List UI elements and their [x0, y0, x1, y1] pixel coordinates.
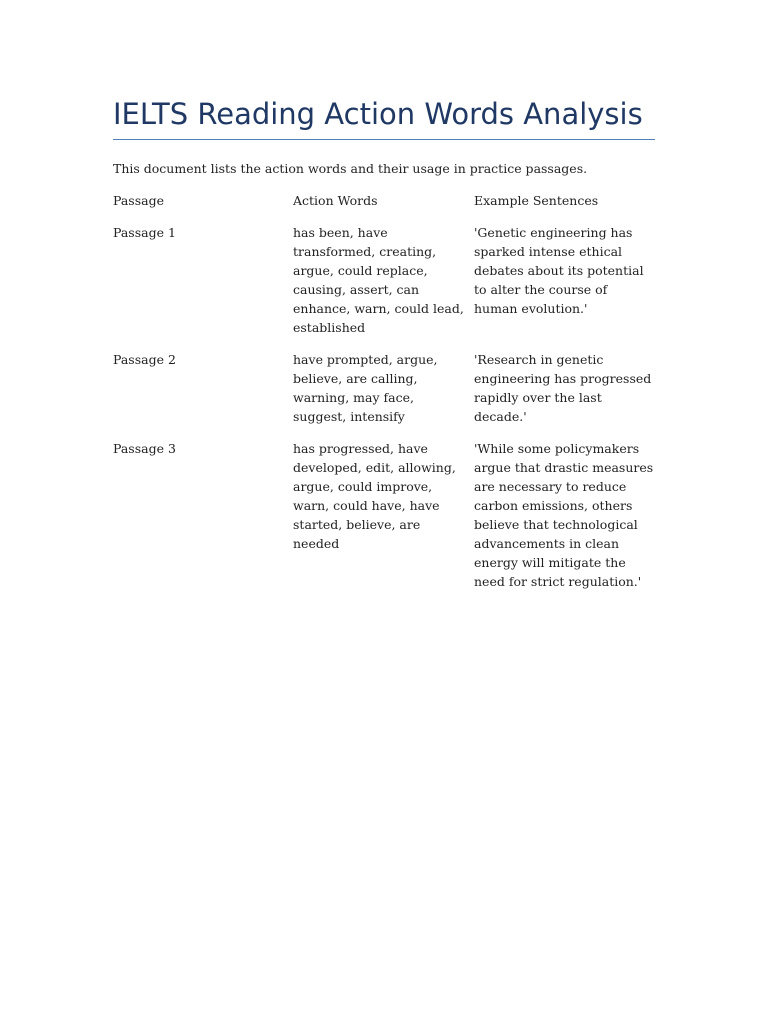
cell-example-sentence: 'Genetic engineering has sparked intense ethical debates about its potential to alter the course of human evolution.' — [474, 225, 644, 316]
table-row — [113, 223, 658, 337]
cell-passage: Passage 1 — [113, 225, 176, 240]
cell-example-sentence: 'While some policymakers argue that drastic measures are necessary to reduce carbon emissions, others believe that technological advancements in clean energy will mitigate the need for strict regulation.' — [474, 441, 654, 589]
table-row — [113, 350, 658, 426]
title-underline — [113, 139, 655, 140]
cell-passage: Passage 2 — [113, 352, 176, 367]
header-example-sentences: Example Sentences — [474, 193, 599, 208]
intro-paragraph: This document lists the action words and their usage in practice passages. — [113, 161, 588, 176]
header-action-words: Action Words — [293, 193, 378, 208]
document-title: IELTS Reading Action Words Analysis — [113, 97, 643, 131]
table-row — [113, 439, 658, 591]
cell-example-sentence: 'Research in genetic engineering has progressed rapidly over the last decade.' — [474, 352, 652, 424]
cell-action-words: has progressed, have developed, edit, allowing, argue, could improve, warn, could have, have started, believe, are needed — [293, 441, 456, 551]
table-header-row — [113, 191, 658, 210]
cell-action-words: have prompted, argue, believe, are calling, warning, may face, suggest, intensify — [293, 352, 438, 424]
action-words-table — [113, 191, 658, 604]
cell-action-words: has been, have transformed, creating, argue, could replace, causing, assert, can enhance, warn, could lead, established — [293, 225, 464, 335]
header-passage: Passage — [113, 193, 164, 208]
cell-passage: Passage 3 — [113, 441, 176, 456]
